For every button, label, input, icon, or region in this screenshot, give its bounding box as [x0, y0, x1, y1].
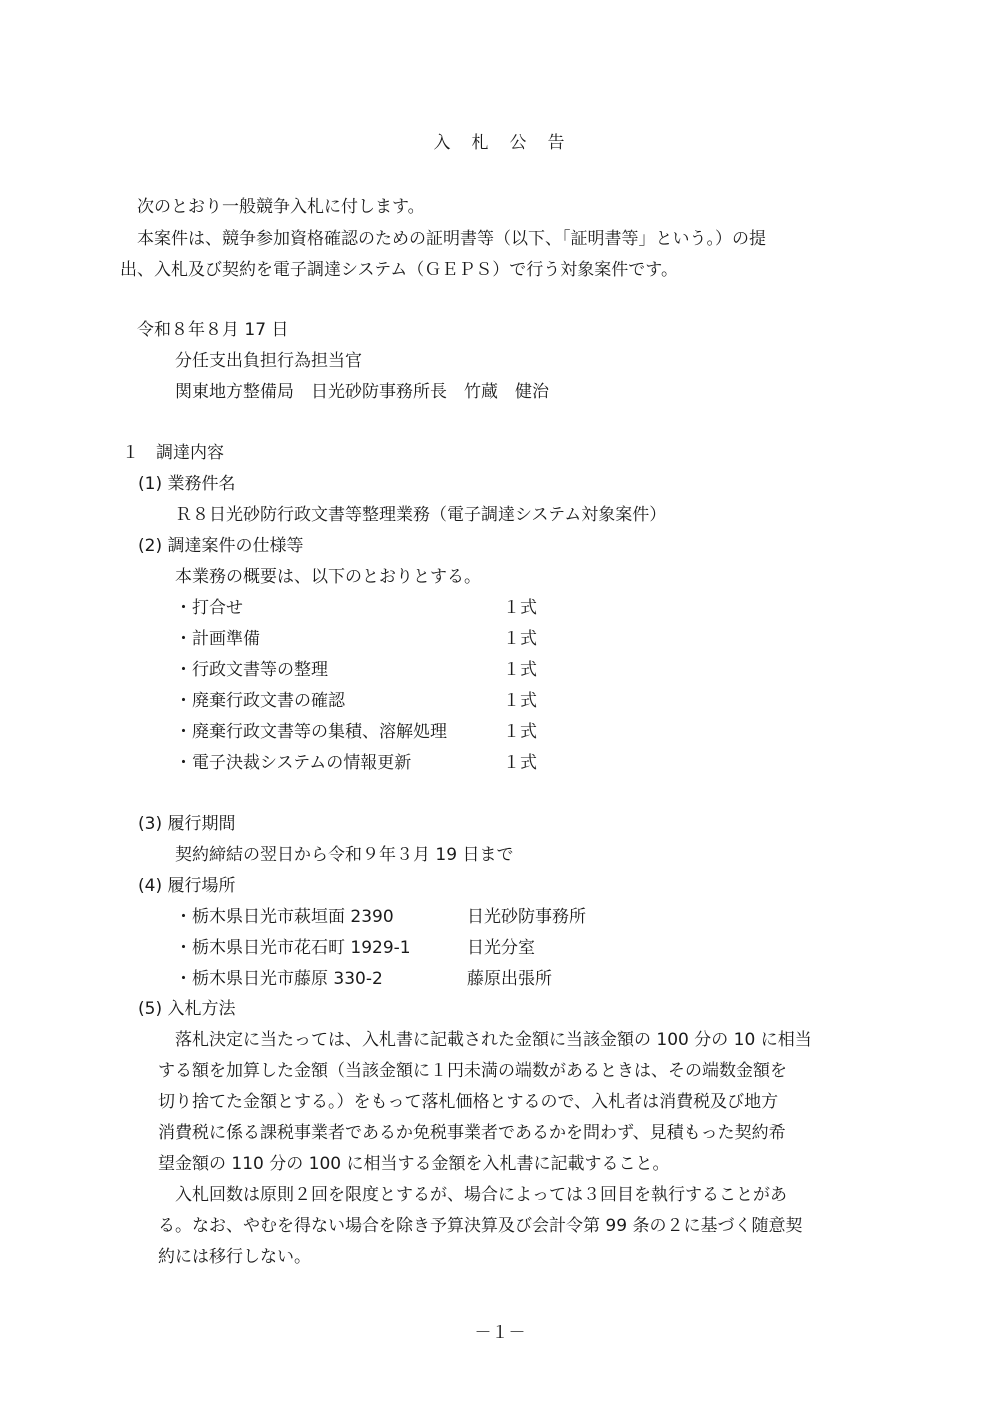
paragraph-line: 望金額の 110 分の 100 に相当する金額を入札書に記載すること。: [158, 1154, 670, 1174]
task-qty: １式: [503, 598, 537, 618]
place-address: ・栃木県日光市萩垣面 2390: [175, 907, 394, 927]
place-address: ・栃木県日光市藤原 330-2: [175, 969, 383, 989]
paragraph-line: 消費税に係る課税事業者であるか免税事業者であるかを問わず、見積もった契約希: [158, 1123, 786, 1143]
task-name: ・行政文書等の整理: [175, 660, 328, 680]
spec-intro: 本業務の概要は、以下のとおりとする。: [175, 567, 481, 587]
task-qty: １式: [503, 660, 537, 680]
task-name: ・廃棄行政文書の確認: [175, 691, 345, 711]
place-address: ・栃木県日光市花石町 1929-1: [175, 938, 411, 958]
notice-date: 令和８年８月 17 日: [137, 320, 289, 340]
task-name: ・廃棄行政文書等の集積、溶解処理: [175, 722, 447, 742]
performance-period: 契約締結の翌日から令和９年３月 19 日まで: [175, 845, 514, 865]
intro-line: 本案件は、競争参加資格確認のための証明書等（以下、「証明書等」という。）の提: [137, 229, 766, 249]
item-label: (4) 履行場所: [138, 876, 236, 896]
item-label: (3) 履行期間: [138, 814, 236, 834]
project-name: Ｒ８日光砂防行政文書等整理業務（電子調達システム対象案件）: [175, 505, 667, 525]
intro-line: 次のとおり一般競争入札に付します。: [137, 197, 425, 217]
paragraph-line: する額を加算した金額（当該金額に１円未満の端数があるときは、その端数金額を: [158, 1061, 787, 1081]
item-label: (2) 調達案件の仕様等: [138, 536, 304, 556]
task-name: ・計画準備: [175, 629, 260, 649]
paragraph-line: 約には移行しない。: [158, 1247, 311, 1267]
issuer-name: 関東地方整備局 日光砂防事務所長 竹蔵 健治: [175, 382, 549, 402]
task-name: ・打合せ: [175, 598, 243, 618]
paragraph-line: 入札回数は原則２回を限度とするが、場合によっては３回目を執行することがあ: [175, 1185, 787, 1205]
place-office: 日光分室: [467, 938, 535, 958]
task-qty: １式: [503, 722, 537, 742]
page-title: 入 札 公 告: [433, 133, 567, 153]
intro-line: 出、入札及び契約を電子調達システム（ＧＥＰＳ）で行う対象案件です。: [120, 260, 678, 280]
task-qty: １式: [503, 629, 537, 649]
issuer-role: 分任支出負担行為担当官: [175, 351, 362, 371]
page-number: －１－: [474, 1323, 526, 1343]
section-heading: １ 調達内容: [122, 443, 224, 463]
paragraph-line: 切り捨てた金額とする。）をもって落札価格とするので、入札者は消費税及び地方: [158, 1092, 779, 1112]
paragraph-line: る。なお、やむを得ない場合を除き予算決算及び会計令第 99 条の２に基づく随意契: [158, 1216, 803, 1236]
item-label: (5) 入札方法: [138, 999, 236, 1019]
task-qty: １式: [503, 753, 537, 773]
place-office: 日光砂防事務所: [467, 907, 586, 927]
task-name: ・電子決裁システムの情報更新: [175, 753, 412, 773]
item-label: (1) 業務件名: [138, 474, 236, 494]
place-office: 藤原出張所: [467, 969, 552, 989]
paragraph-line: 落札決定に当たっては、入札書に記載された金額に当該金額の 100 分の 10 に相当: [175, 1030, 812, 1050]
task-qty: １式: [503, 691, 537, 711]
